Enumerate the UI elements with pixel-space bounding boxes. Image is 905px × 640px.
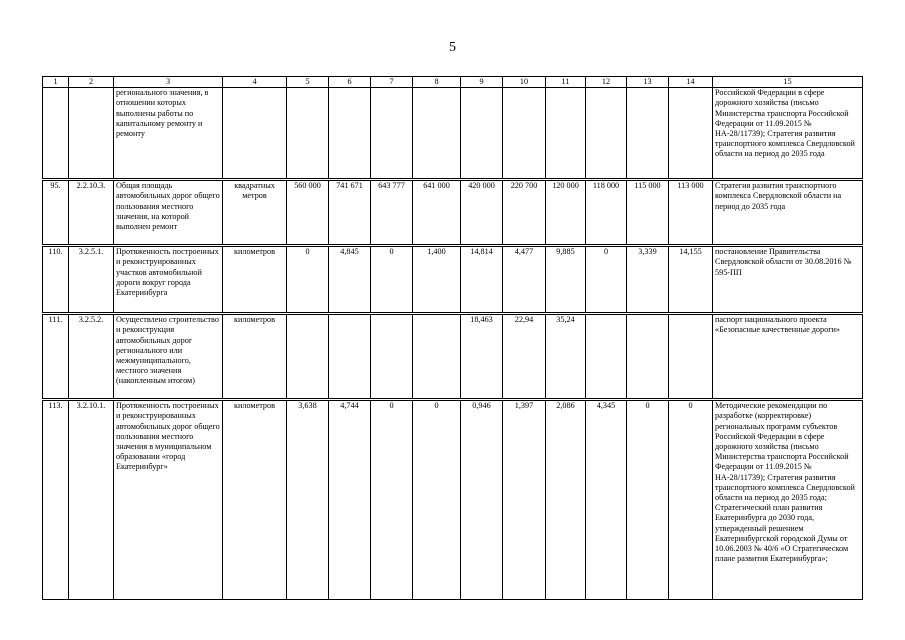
row-number: 113.	[43, 400, 69, 600]
value-cell: 14,155	[669, 246, 713, 314]
row-code: 3.2.5.1.	[69, 246, 114, 314]
row-number: 95.	[43, 180, 69, 246]
col-header: 2	[69, 77, 114, 88]
value-cell: 0	[371, 400, 413, 600]
value-cell: 9,885	[546, 246, 586, 314]
col-header: 4	[223, 77, 287, 88]
col-header: 8	[413, 77, 461, 88]
row-code: 2.2.10.3.	[69, 180, 114, 246]
row-number	[43, 88, 69, 180]
source-cell: паспорт национального проекта «Безопасные качественные дороги»	[713, 314, 863, 400]
unit: квадратных метров	[223, 180, 287, 246]
value-cell	[586, 88, 627, 180]
row-code	[69, 88, 114, 180]
unit: километров	[223, 314, 287, 400]
value-cell: 118 000	[586, 180, 627, 246]
value-cell: 35,24	[546, 314, 586, 400]
value-cell: 3,638	[287, 400, 329, 600]
value-cell	[669, 88, 713, 180]
value-cell: 4,345	[586, 400, 627, 600]
value-cell: 4,477	[503, 246, 546, 314]
col-header: 6	[329, 77, 371, 88]
value-cell: 120 000	[546, 180, 586, 246]
page-number: 5	[449, 40, 456, 55]
value-cell: 113 000	[669, 180, 713, 246]
value-cell	[627, 88, 669, 180]
value-cell: 0	[413, 400, 461, 600]
value-cell	[371, 314, 413, 400]
table-row	[43, 400, 863, 600]
indicator-name: Протяженность построенных и реконструированных участков автомобильной дороги вокруг города Екатеринбурга	[114, 246, 223, 314]
value-cell: 560 000	[287, 180, 329, 246]
value-cell: 115 000	[627, 180, 669, 246]
indicators-table	[42, 76, 863, 600]
table-row	[43, 314, 863, 400]
col-header: 12	[586, 77, 627, 88]
value-cell	[329, 314, 371, 400]
value-cell: 14,814	[461, 246, 503, 314]
col-header: 7	[371, 77, 413, 88]
value-cell: 0	[669, 400, 713, 600]
source-cell: Методические рекомендации по разработке (корректировке) региональных программ субъектов Российской Федерации в сфере дорожного хозяйства (письмо Министерства транспорта Российской Федерации от 11.09.2015 № НА-28/11739); Стратегия развития транспортного комплекса Свердловской области на период до 2035 года; Стратегический план развития Екатеринбурга до 2030 года, утвержденный решением Екатеринбургской городской Думы от 10.06.2003 № 40/6 «О Стратегическом плане развития Екатеринбурга»;	[713, 400, 863, 600]
unit: километров	[223, 400, 287, 600]
table-row	[43, 246, 863, 314]
value-cell	[586, 314, 627, 400]
table-row	[43, 180, 863, 246]
value-cell	[627, 314, 669, 400]
value-cell: 0	[371, 246, 413, 314]
value-cell: 18,463	[461, 314, 503, 400]
value-cell: 643 777	[371, 180, 413, 246]
row-code: 3.2.5.2.	[69, 314, 114, 400]
value-cell: 0	[627, 400, 669, 600]
col-header: 3	[114, 77, 223, 88]
value-cell: 2,086	[546, 400, 586, 600]
col-header: 14	[669, 77, 713, 88]
row-code: 3.2.10.1.	[69, 400, 114, 600]
value-cell: 1,397	[503, 400, 546, 600]
table-row	[43, 88, 863, 180]
value-cell: 0,946	[461, 400, 503, 600]
value-cell: 220 700	[503, 180, 546, 246]
col-header: 13	[627, 77, 669, 88]
indicator-name: регионального значения, в отношении которых выполнены работы по капитальному ремонту и ремонту	[114, 88, 223, 180]
source-cell: Российской Федерации в сфере дорожного хозяйства (письмо Министерства транспорта Российской Федерации от 11.09.2015 № НА-28/11739); Стратегия развития транспортного комплекса Свердловской области на период до 2035 года	[713, 88, 863, 180]
value-cell: 0	[586, 246, 627, 314]
col-header: 15	[713, 77, 863, 88]
value-cell: 4,744	[329, 400, 371, 600]
value-cell: 741 671	[329, 180, 371, 246]
indicator-name: Осуществлено строительство и реконструкция автомобильных дорог регионального или межмуниципального, местного значения (накопленным итогом)	[114, 314, 223, 400]
value-cell: 0	[287, 246, 329, 314]
value-cell	[461, 88, 503, 180]
col-header: 1	[43, 77, 69, 88]
value-cell	[287, 88, 329, 180]
row-number: 110.	[43, 246, 69, 314]
col-header: 9	[461, 77, 503, 88]
col-header: 5	[287, 77, 329, 88]
header-row	[43, 77, 863, 88]
value-cell	[413, 88, 461, 180]
indicator-name: Общая площадь автомобильных дорог общего пользования местного значения, на которой выполнен ремонт	[114, 180, 223, 246]
col-header: 10	[503, 77, 546, 88]
value-cell	[503, 88, 546, 180]
col-header: 11	[546, 77, 586, 88]
source-cell: Стратегия развития транспортного комплекса Свердловской области на период до 2035 года	[713, 180, 863, 246]
value-cell: 641 000	[413, 180, 461, 246]
value-cell: 22,94	[503, 314, 546, 400]
value-cell	[287, 314, 329, 400]
value-cell	[546, 88, 586, 180]
row-number: 111.	[43, 314, 69, 400]
value-cell	[669, 314, 713, 400]
value-cell: 3,339	[627, 246, 669, 314]
value-cell: 1,400	[413, 246, 461, 314]
unit	[223, 88, 287, 180]
indicator-name: Протяженность построенных и реконструированных автомобильных дорог общего пользования местного значения в муниципальном образовании «город Екатеринбург»	[114, 400, 223, 600]
unit: километров	[223, 246, 287, 314]
value-cell	[329, 88, 371, 180]
value-cell: 4,845	[329, 246, 371, 314]
value-cell: 420 000	[461, 180, 503, 246]
source-cell: постановление Правительства Свердловской области от 30.08.2016 № 595-ПП	[713, 246, 863, 314]
value-cell	[413, 314, 461, 400]
value-cell	[371, 88, 413, 180]
